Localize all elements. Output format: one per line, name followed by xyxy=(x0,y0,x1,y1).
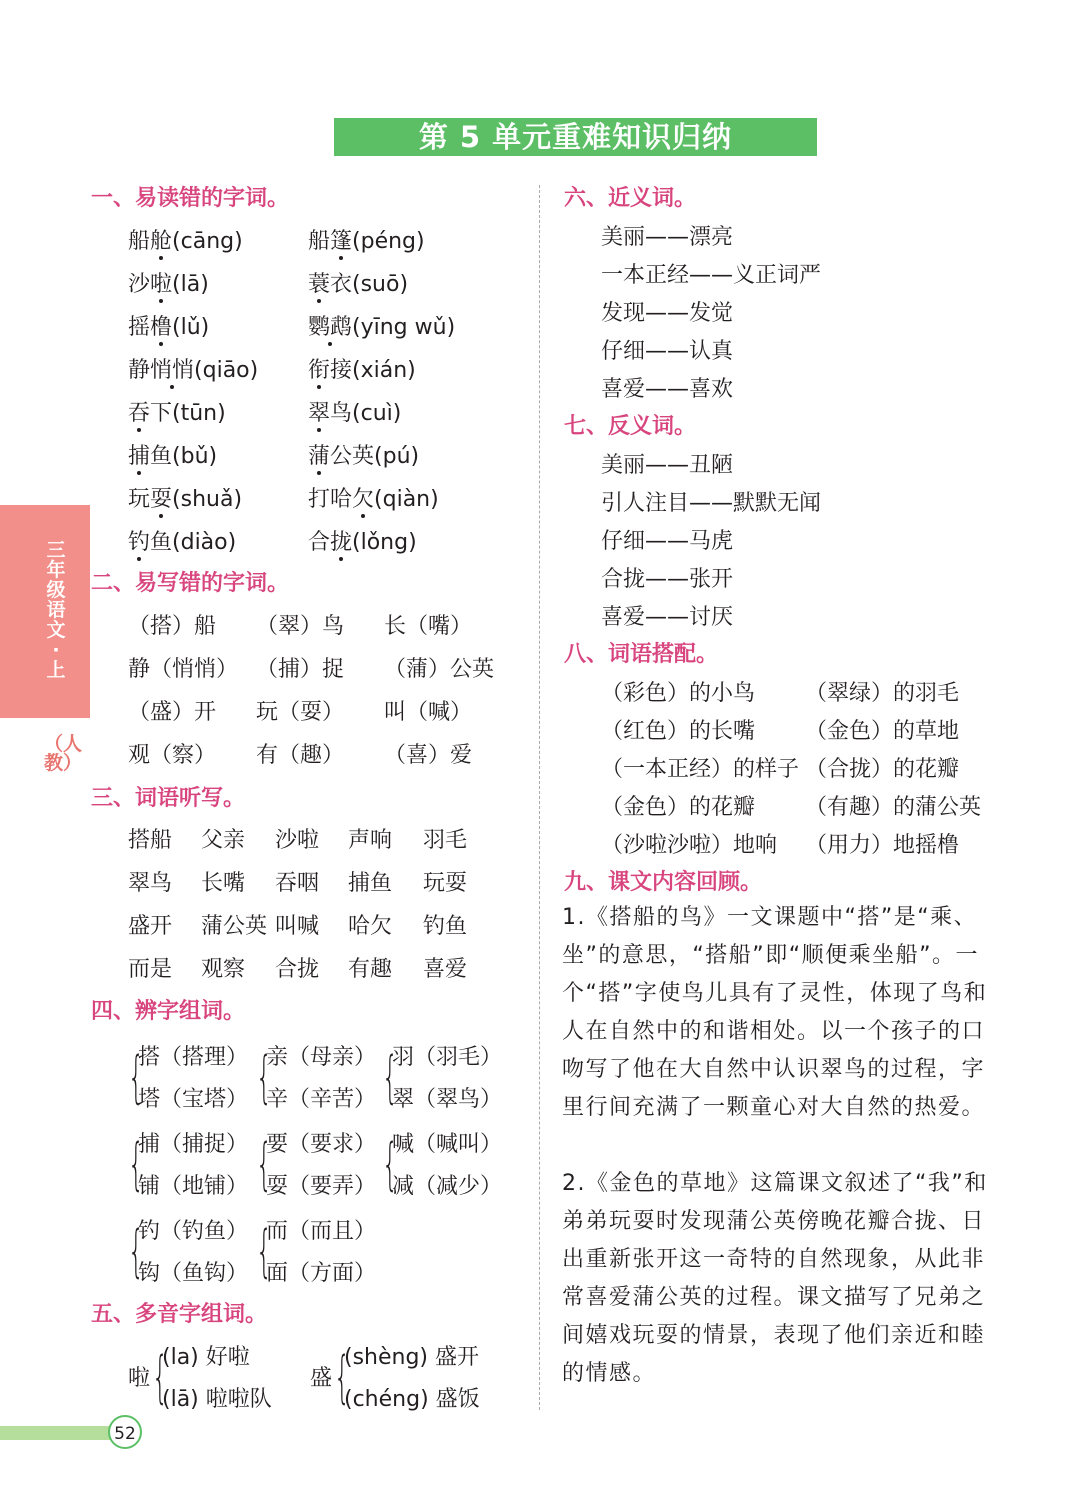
dotted-char: 吞 xyxy=(128,401,151,426)
miswritten-item: 叫（喊） xyxy=(384,700,473,725)
miswritten-item: （翠）鸟 xyxy=(256,614,345,639)
miswritten-item: （蒲）公英 xyxy=(384,657,495,682)
collocation-item: （一本正经）的样子 xyxy=(601,757,800,782)
miswritten-item: 有（趣） xyxy=(256,743,345,768)
antonym-pair: 美丽——丑陋 xyxy=(601,453,734,478)
page-number: 52 xyxy=(108,1415,142,1449)
section-heading-8: 八、词语搭配。 xyxy=(564,642,719,667)
pair-word: 铺（地铺） xyxy=(138,1174,249,1199)
miswritten-item: 长（嘴） xyxy=(384,614,473,639)
synonym-pair: 喜爱——喜欢 xyxy=(601,377,734,402)
char-pair xyxy=(128,1036,248,1120)
word-part: 沙 xyxy=(128,272,151,297)
pinyin-part: (shuǎ) xyxy=(172,487,243,512)
synonym-pair: 发现——发觉 xyxy=(601,301,734,326)
section-heading-9: 九、课文内容回顾。 xyxy=(564,870,763,895)
pair-word: 搭（搭理） xyxy=(138,1045,249,1070)
pinyin-part: (yīng wǔ) xyxy=(352,315,456,340)
misread-item xyxy=(128,439,217,470)
collocation-item: （合拢）的花瓣 xyxy=(805,757,960,782)
antonym-pair: 喜爱——讨厌 xyxy=(601,605,734,630)
dictation-word: 羽毛 xyxy=(423,828,468,853)
review-paragraph-2: 2.《金色的草地》这篇课文叙述了“我”和弟弟玩耍时发现蒲公英傍晚花瓣合拢、日出重新张开这一奇特的自然现象，从此非常喜爱蒲公英的过程。课文描写了兄弟之间嬉戏玩耍的情景，表现了他们亲近和睦的情感。 xyxy=(562,1171,988,1386)
dictation-word: 哈欠 xyxy=(348,914,393,939)
dotted-char: 耍 xyxy=(150,487,173,512)
dotted-char: 啦 xyxy=(150,272,173,297)
side-tab-title: 三年级语文·上 xyxy=(46,539,66,681)
collocation-item: （沙啦沙啦）地响 xyxy=(601,833,778,858)
synonym-pair: 仔细——认真 xyxy=(601,339,734,364)
synonym-pair: 美丽——漂亮 xyxy=(601,225,734,250)
misread-item xyxy=(128,224,243,255)
pinyin-part: (qiàn) xyxy=(374,487,439,512)
word-part: 船 xyxy=(308,229,331,254)
misread-item xyxy=(128,267,209,298)
pinyin-part: 鸟(cuì) xyxy=(330,401,402,426)
pair-word: 翠（翠鸟） xyxy=(392,1087,503,1112)
pinyin-part: 鱼(bǔ) xyxy=(150,444,218,469)
dictation-word: 有趣 xyxy=(348,957,393,982)
miswritten-item: （喜）爱 xyxy=(384,743,473,768)
word-part: 打哈 xyxy=(308,487,353,512)
dotted-char: 拢 xyxy=(330,530,353,555)
misread-item xyxy=(128,525,236,556)
dictation-word: 捕鱼 xyxy=(348,871,393,896)
pinyin-part: 衣(suō) xyxy=(330,272,409,297)
pair-word: 钩（鱼钩） xyxy=(138,1261,249,1286)
dictation-word: 喜爱 xyxy=(423,957,468,982)
pair-word: 羽（羽毛） xyxy=(392,1045,503,1070)
misread-item xyxy=(308,224,425,255)
dictation-word: 观察 xyxy=(201,957,246,982)
brace-icon: { xyxy=(334,1345,351,1410)
brace-icon: { xyxy=(256,1219,273,1284)
misread-item xyxy=(128,310,209,341)
pinyin-part: 接(xián) xyxy=(330,358,416,383)
misread-item xyxy=(128,396,226,427)
miswritten-item: 观（察） xyxy=(128,743,217,768)
pair-word: 要（要求） xyxy=(266,1132,377,1157)
section-heading-4: 四、辨字组词。 xyxy=(91,999,246,1024)
char-pair xyxy=(256,1123,376,1207)
pair-word: 捕（捕捉） xyxy=(138,1132,249,1157)
char-pair xyxy=(128,1123,248,1207)
dotted-char: 橹 xyxy=(150,315,173,340)
pinyin-part: 下(tūn) xyxy=(150,401,226,426)
collocation-item: （金色）的花瓣 xyxy=(601,795,756,820)
misread-item xyxy=(128,482,242,513)
reading-line: (la) 好啦 xyxy=(162,1345,250,1370)
pinyin-part: 公英(pú) xyxy=(330,444,420,469)
misread-item xyxy=(308,396,401,427)
polyphone-char: 啦 xyxy=(128,1366,151,1391)
dotted-char: 蓑 xyxy=(308,272,331,297)
dictation-word: 合拢 xyxy=(275,957,320,982)
miswritten-item: （搭）船 xyxy=(128,614,217,639)
misread-item xyxy=(308,482,439,513)
pair-word: 亲（母亲） xyxy=(266,1045,377,1070)
dictation-word: 蒲公英 xyxy=(201,914,268,939)
brace-icon: { xyxy=(256,1132,273,1197)
section-heading-7: 七、反义词。 xyxy=(564,414,697,439)
collocation-item: （用力）地摇橹 xyxy=(805,833,960,858)
word-part: 合 xyxy=(308,530,331,555)
miswritten-item: 静（悄悄） xyxy=(128,657,239,682)
pair-word: 钓（钓鱼） xyxy=(138,1219,249,1244)
section-heading-6: 六、近义词。 xyxy=(564,186,697,211)
reading-line: (chéng) 盛饭 xyxy=(344,1387,480,1412)
dotted-char: 欠 xyxy=(352,487,375,512)
dotted-char: 悄悄 xyxy=(150,358,195,383)
column-divider xyxy=(539,185,540,1410)
dictation-word: 父亲 xyxy=(201,828,246,853)
pair-word: 辛（辛苦） xyxy=(266,1087,377,1112)
polyphone-char: 盛 xyxy=(310,1366,333,1391)
pair-word: 而（而且） xyxy=(266,1219,377,1244)
dictation-word: 吞咽 xyxy=(275,871,320,896)
bottom-strip xyxy=(0,1426,112,1440)
misread-item xyxy=(308,267,408,298)
miswritten-item: （捕）捉 xyxy=(256,657,345,682)
collocation-item: （翠绿）的羽毛 xyxy=(805,681,960,706)
pair-word: 耍（要弄） xyxy=(266,1174,377,1199)
dotted-char: 衔 xyxy=(308,358,331,383)
char-pair xyxy=(382,1123,502,1207)
review-paragraph-1: 1.《搭船的鸟》一文课题中“搭”是“乘、坐”的意思，“搭船”即“顺便乘坐船”。一个“搭”字使鸟儿具有了灵性，体现了鸟和人在自然中的和谐相处。以一个孩子的口吻写了他在大自然中认识翠鸟的过程，字里行间充满了一颗童心对大自然的热爱。 xyxy=(562,905,988,1120)
dictation-word: 玩耍 xyxy=(423,871,468,896)
word-part: 静 xyxy=(128,358,151,383)
pinyin-part: (qiāo) xyxy=(194,358,259,383)
brace-icon: { xyxy=(128,1219,145,1284)
dictation-word: 盛开 xyxy=(128,914,173,939)
dotted-char: 捕 xyxy=(128,444,151,469)
collocation-item: （红色）的长嘴 xyxy=(601,719,756,744)
dotted-char: 鹦鹉 xyxy=(308,315,353,340)
misread-item xyxy=(308,310,455,341)
page-title: 第 5 单元重难知识归纳 xyxy=(334,118,817,156)
dictation-word: 搭船 xyxy=(128,828,173,853)
polyphone-readings xyxy=(152,1336,312,1420)
pinyin-part: (péng) xyxy=(352,229,425,254)
dictation-word: 翠鸟 xyxy=(128,871,173,896)
dotted-char: 翠 xyxy=(308,401,331,426)
pair-word: 喊（喊叫） xyxy=(392,1132,503,1157)
dictation-word: 长嘴 xyxy=(201,871,246,896)
brace-icon: { xyxy=(128,1132,145,1197)
pinyin-part: (cāng) xyxy=(172,229,243,254)
dictation-word: 声响 xyxy=(348,828,393,853)
dictation-word: 而是 xyxy=(128,957,173,982)
char-pair xyxy=(256,1210,376,1294)
antonym-pair: 引人注目——默默无闻 xyxy=(601,491,822,516)
section-heading-2: 二、易写错的字词。 xyxy=(91,571,290,596)
side-tab-edition: （人教） xyxy=(44,733,83,774)
reading-line: (shèng) 盛开 xyxy=(344,1345,480,1370)
synonym-pair: 一本正经——义正词严 xyxy=(601,263,822,288)
brace-icon: { xyxy=(382,1045,399,1110)
brace-icon: { xyxy=(128,1045,145,1110)
char-pair xyxy=(382,1036,502,1120)
pair-word: 面（方面） xyxy=(266,1261,377,1286)
reading-line: (lā) 啦啦队 xyxy=(162,1387,272,1412)
dictation-word: 钓鱼 xyxy=(423,914,468,939)
section-heading-1: 一、易读错的字词。 xyxy=(91,186,290,211)
dictation-word: 叫喊 xyxy=(275,914,320,939)
pair-word: 减（减少） xyxy=(392,1174,503,1199)
brace-icon: { xyxy=(382,1132,399,1197)
collocation-item: （彩色）的小鸟 xyxy=(601,681,756,706)
miswritten-item: 玩（耍） xyxy=(256,700,345,725)
word-part: 船 xyxy=(128,229,151,254)
section-heading-3: 三、词语听写。 xyxy=(91,786,246,811)
dotted-char: 篷 xyxy=(330,229,353,254)
misread-item xyxy=(308,353,416,384)
word-part: 玩 xyxy=(128,487,151,512)
misread-item xyxy=(308,439,419,470)
brace-icon: { xyxy=(152,1345,169,1410)
polyphone-readings xyxy=(334,1336,494,1420)
pair-word: 塔（宝塔） xyxy=(138,1087,249,1112)
char-pair xyxy=(128,1210,248,1294)
antonym-pair: 合拢——张开 xyxy=(601,567,734,592)
antonym-pair: 仔细——马虎 xyxy=(601,529,734,554)
miswritten-item: （盛）开 xyxy=(128,700,217,725)
word-part: 摇 xyxy=(128,315,151,340)
dotted-char: 蒲 xyxy=(308,444,331,469)
collocation-item: （金色）的草地 xyxy=(805,719,960,744)
dotted-char: 钓 xyxy=(128,530,151,555)
char-pair xyxy=(256,1036,376,1120)
dictation-word: 沙啦 xyxy=(275,828,320,853)
pinyin-part: 鱼(diào) xyxy=(150,530,237,555)
misread-item xyxy=(128,353,258,384)
pinyin-part: (lā) xyxy=(172,272,209,297)
dotted-char: 舱 xyxy=(150,229,173,254)
pinyin-part: (lǒng) xyxy=(352,530,417,555)
pinyin-part: (lǔ) xyxy=(172,315,210,340)
collocation-item: （有趣）的蒲公英 xyxy=(805,795,982,820)
brace-icon: { xyxy=(256,1045,273,1110)
section-heading-5: 五、多音字组词。 xyxy=(91,1302,268,1327)
misread-item xyxy=(308,525,417,556)
